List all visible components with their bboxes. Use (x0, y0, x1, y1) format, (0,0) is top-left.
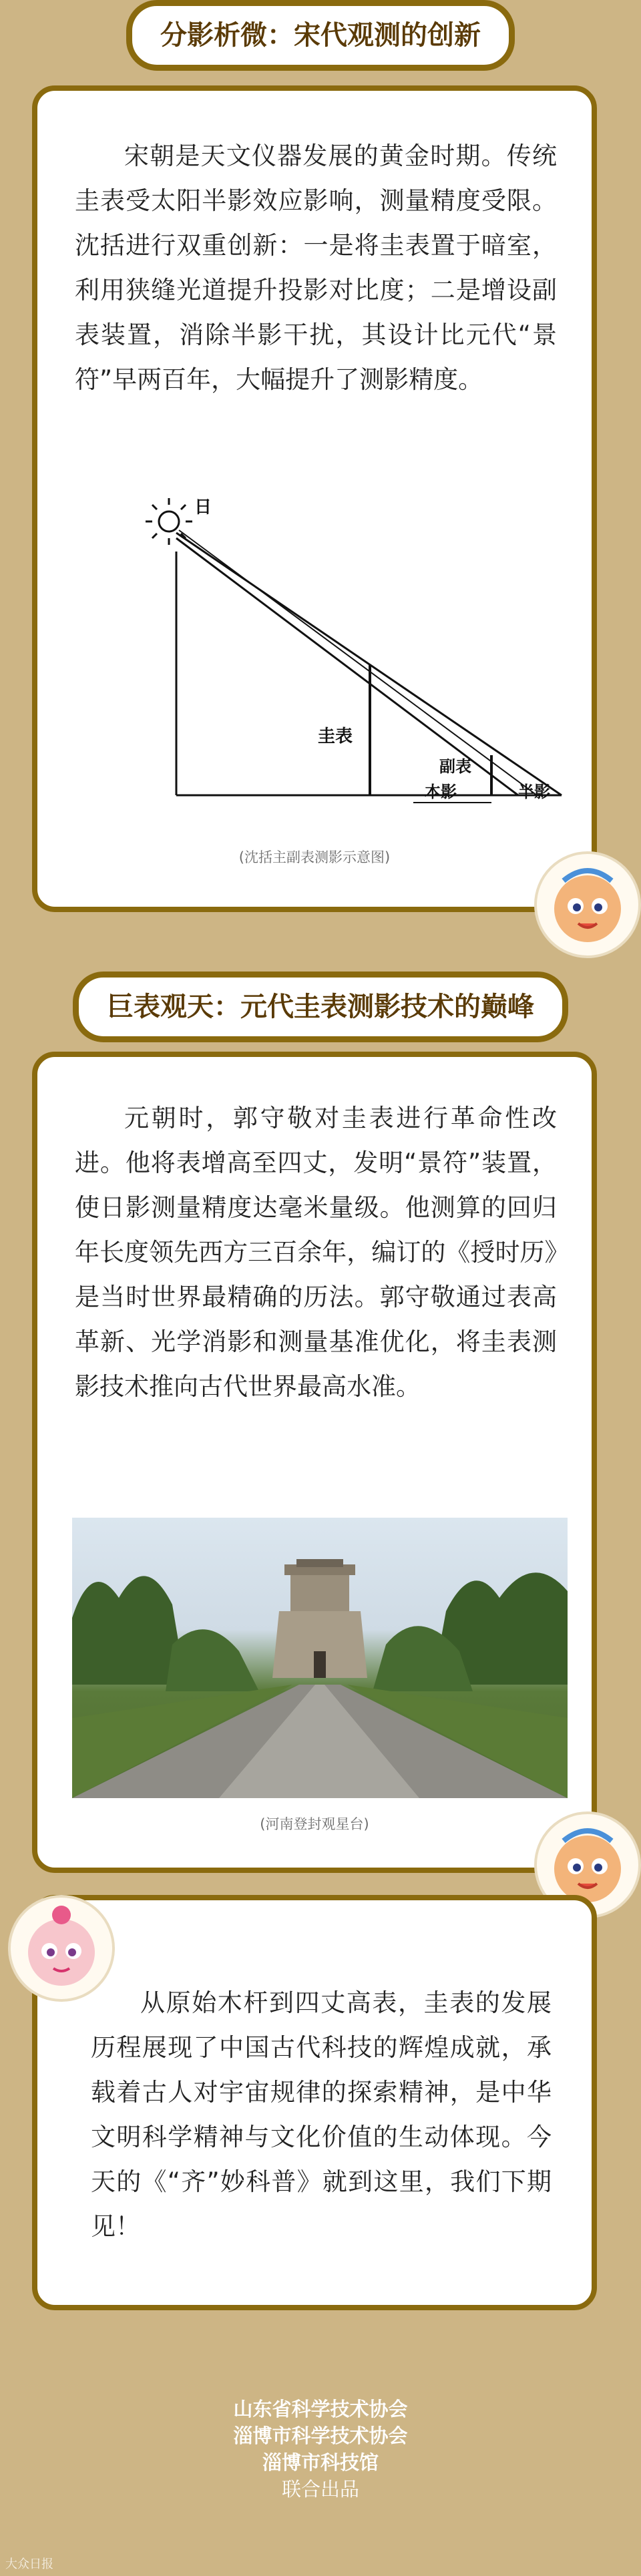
gnomon-shadow-diagram (118, 491, 585, 805)
main-shadow-label: 本影 (425, 783, 457, 801)
paragraph-song: 宋朝是天文仪器发展的黄金时期。传统圭表受太阳半影效应影响，测量精度受限。沈括进行双重创新：一是将圭表置于暗室，利用狭缝光道提升投影对比度；二是增设副表装置，消除半影干扰，其设计比元代“景符”早两百年，大幅提升了测影精度。 (75, 142, 557, 394)
watermark: 大众日报 (5, 2557, 53, 2571)
mascot-avatar-3 (8, 1895, 115, 2002)
card-song (32, 85, 597, 912)
footer-line-3: 淄博市科技馆 (262, 2451, 379, 2474)
paragraph-yuan: 元朝时，郭守敬对圭表进行革命性改进。他将表增高至四丈，发明“景符”装置，使日影测量精度达毫米量级。他测算的回归年长度领先西方三百余年，编订的《授时历》是当时世界最精确的历法。郭守敬通过表高革新、光学消影和测量基准优化，将圭表测影技术推向古代世界最高水准。 (75, 1104, 557, 1401)
section-title-yuan: 巨表观天：元代圭表测影技术的巅峰 (73, 972, 568, 1042)
footer-credits (0, 2396, 641, 2503)
card-yuan (32, 1052, 597, 1873)
mascot-girl-icon (11, 1898, 112, 1999)
footer-line-2: 淄博市科学技术协会 (233, 2424, 408, 2447)
section-title-song: 分影析微：宋代观测的创新 (126, 0, 515, 71)
mascot-avatar-1 (534, 851, 641, 958)
observatory-photo (72, 1518, 568, 1798)
main-gnomon-label: 圭表 (318, 726, 353, 746)
footer-line-4: 联合出品 (281, 2478, 359, 2501)
caption-yuan: (河南登封观星台) (260, 1816, 369, 1832)
half-shadow-label: 半影 (518, 783, 550, 801)
card-closing (32, 1895, 597, 2310)
paragraph-closing: 从原始木杆到四丈高表，圭表的发展历程展现了中国古代科技的辉煌成就，承载着古人对宇宙规律的探索精神，是中华文明科学精神与文化价值的生动体现。今天的《“齐”妙科普》就到这里，我们下期见！ (91, 1988, 552, 2241)
sub-gnomon-label: 副表 (439, 757, 471, 776)
footer-line-1: 山东省科学技术协会 (233, 2398, 408, 2420)
caption-song: (沈括主副表测影示意图) (238, 849, 391, 865)
sun-label: 日 (194, 497, 212, 517)
mascot-face-icon (537, 854, 638, 955)
